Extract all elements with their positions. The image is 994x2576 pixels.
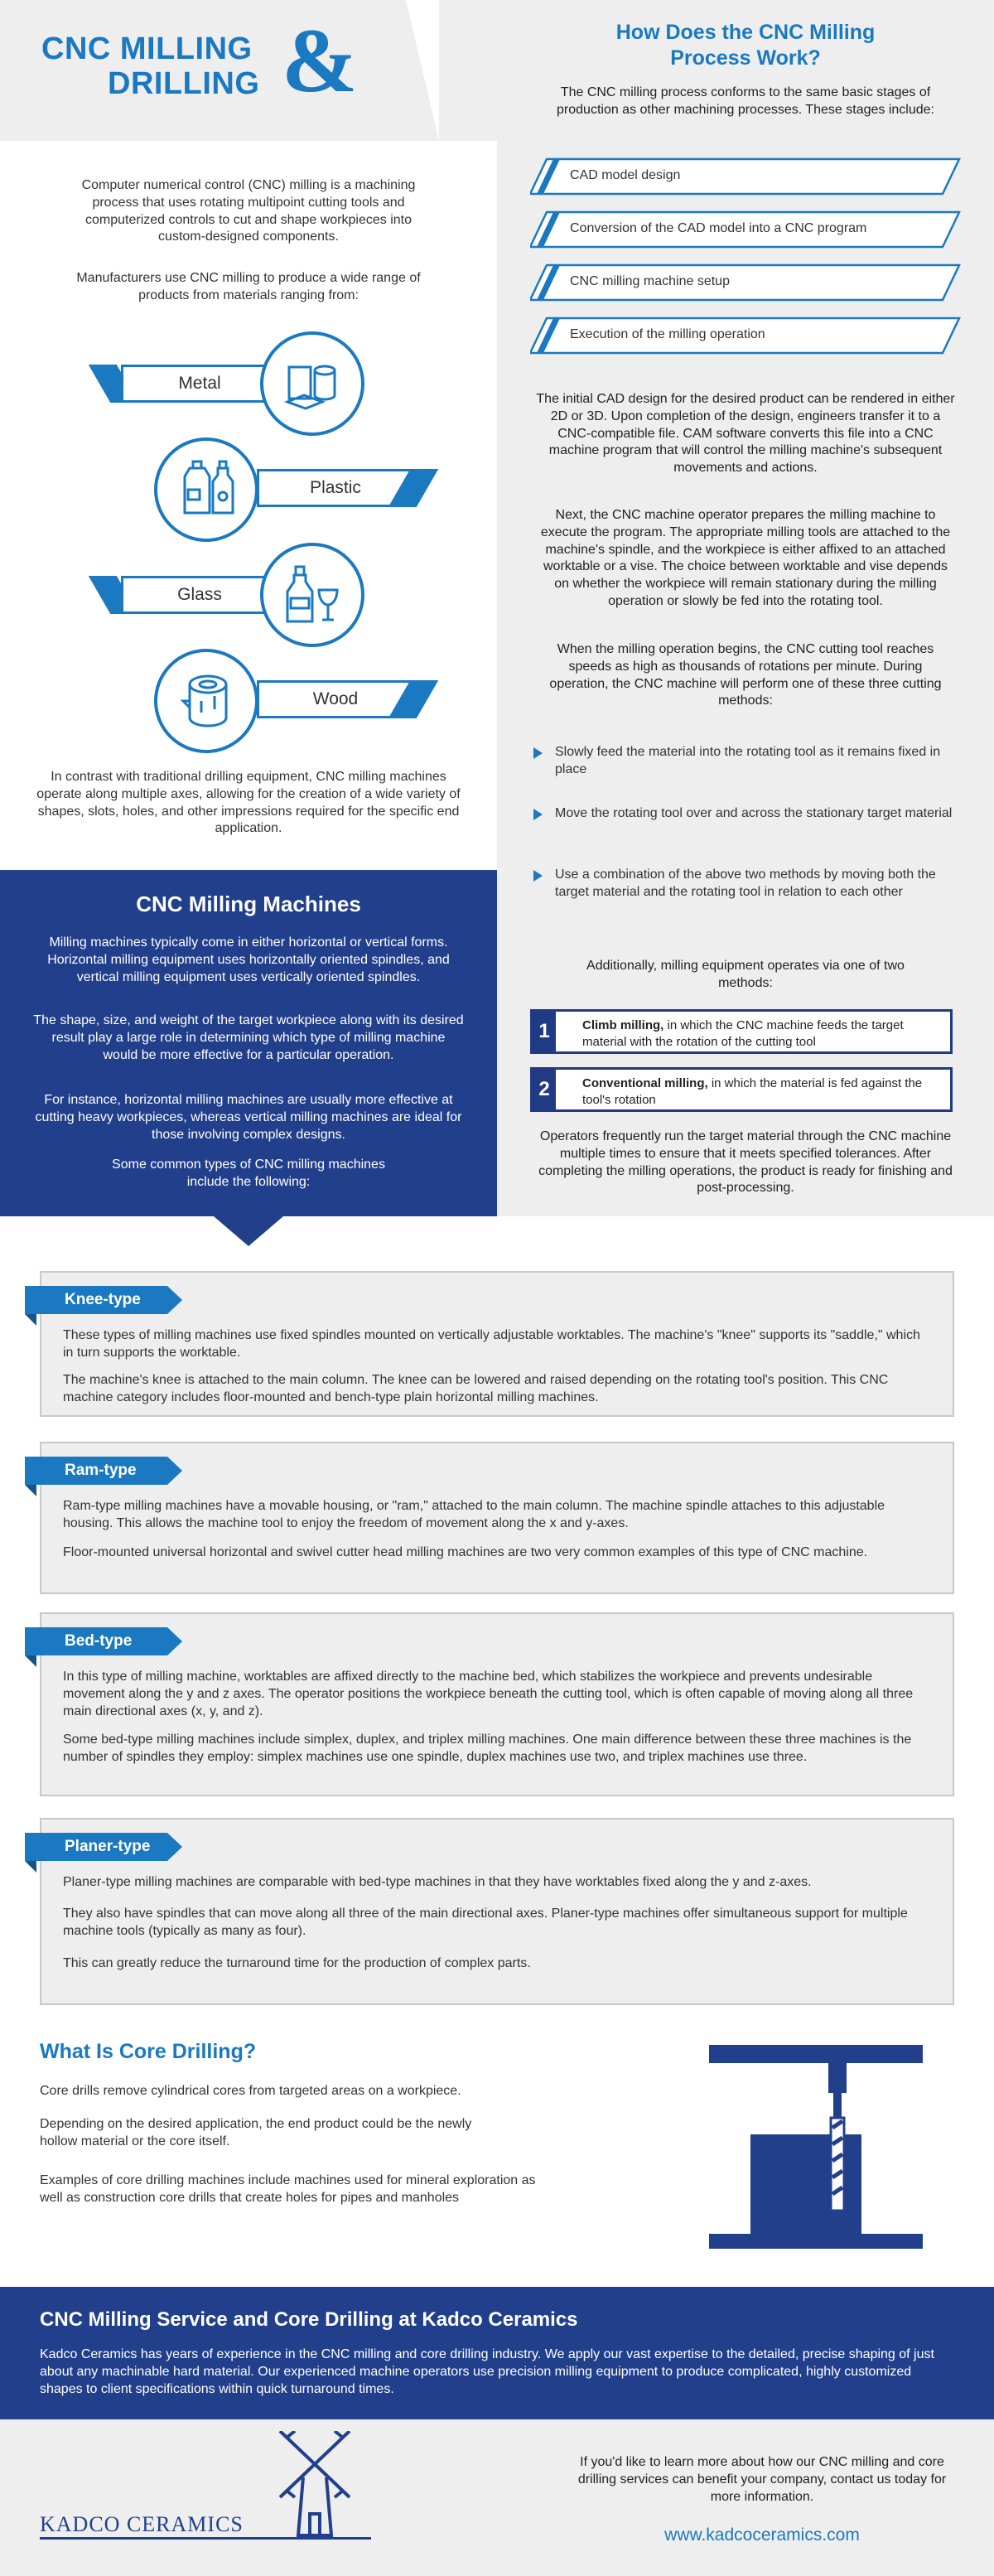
process-paragraph-1: The initial CAD design for the desired product can be rendered in either 2D or 3D. Upon completion of the design, engineers transfer it to a CNC-compatible file. CAM software converts this file into a CNC machine program that will control the milling machine's subsequent movements and actions.: [536, 392, 955, 476]
page-title-line2: DRILLING: [108, 66, 260, 101]
stage-item: [530, 317, 961, 355]
stage-label: CAD model design: [570, 168, 681, 182]
process-intro: The CNC milling process conforms to the same basic stages of production as other machining processes. These stages include:: [557, 85, 934, 117]
intro-paragraph: Computer numerical control (CNC) milling is a machining process that uses rotating multipoint cutting tools and computerized controls to cut and shape workpieces into custom-designed components.: [81, 178, 416, 244]
type-label: Ram-type: [25, 1457, 167, 1485]
type-label: Bed-type: [25, 1627, 167, 1655]
cutting-method-bullet: [530, 744, 961, 779]
material-plastic: [154, 437, 419, 545]
method-name: Conventional milling,: [582, 1076, 708, 1090]
core-paragraph-2: Depending on the desired application, the end product could be the newly hollow material or the core itself.: [40, 2117, 472, 2148]
process-heading-line1: How Does the CNC Milling: [615, 21, 876, 44]
type-paragraph: Some bed-type milling machines include simplex, duplex, and triplex milling machines. One main difference between these three machines is the number of spindles they employ: simplex machines use one spindle, duplex machines use two, and triplex machines use three.: [63, 1733, 912, 1764]
core-paragraph-3: Examples of core drilling machines include machines used for mineral exploration as well as construction core drills that create holes for pipes and manholes: [40, 2173, 536, 2205]
metal-blocks-icon: [260, 331, 364, 436]
method-text: [582, 1017, 940, 1050]
machines-paragraph-1: Milling machines typically come in either horizontal or vertical forms. Horizontal milling equipment uses horizontally oriented spindles, and vertical milling equipment uses vertically oriented spindles.: [47, 935, 450, 984]
arrow-bullet-icon: [533, 747, 543, 759]
down-arrow-icon: [214, 1216, 283, 1246]
arrow-bullet-icon: [533, 809, 543, 820]
material-glass: [99, 543, 364, 650]
stage-label: Conversion of the CAD model into a CNC program: [570, 221, 867, 235]
footer: [0, 2419, 994, 2576]
bullet-text: Use a combination of the above two methods by moving both the target material and the rotating tool in relation to each other: [555, 868, 936, 899]
glass-bottle-icon: [260, 543, 364, 647]
service-text: Kadco Ceramics has years of experience in the CNC milling and core drilling industry. We apply our vast expertise to the detailed, precise shaping of just about any machinable hard material. Our experienced machine operators use precision milling equipment to produce complicated, highly customized shapes to client specifications within quick turnaround times.: [40, 2347, 934, 2396]
core-paragraph-1: Core drills remove cylindrical cores from targeted areas on a workpiece.: [40, 2084, 461, 2098]
material-metal: [99, 331, 364, 439]
cutting-method-bullet: [530, 867, 961, 901]
stage-item: [530, 263, 961, 302]
company-logo-text: KADCO CERAMICS: [40, 2512, 371, 2540]
milling-method-1: [530, 1009, 953, 1054]
type-paragraph: Ram-type milling machines have a movable housing, or "ram," attached to the main column. The machine spindle attaches to this adjustable housing. This allows the machine tool to enjoy the freedom of movement along the x and y-axes.: [63, 1499, 885, 1530]
cutting-method-bullet: [530, 805, 961, 823]
website-link[interactable]: www.kadcoceramics.com: [664, 2525, 860, 2545]
type-paragraph: In this type of milling machine, worktables are affixed directly to the machine bed, which stabilizes the workpiece and prevents undesirable movement along the y and z axes. The operator positions the workpiece beneath the cutting tool, which is often capable of moving along all three main directional axes (x, y, and z).: [63, 1670, 914, 1718]
process-paragraph-5: Operators frequently run the target material through the CNC machine multiple times to ensure that it meets specified tolerances. After completing the milling operations, the product is ready for finishing and post-processing.: [538, 1129, 953, 1196]
material-wood: [154, 649, 419, 756]
type-paragraph: This can greatly reduce the turnaround time for the production of complex parts.: [63, 1956, 531, 1970]
method-desc: in which the material is fed against the tool's rotation: [582, 1076, 923, 1107]
machines-paragraph-3: For instance, horizontal milling machines are usually more effective at cutting heavy workpieces, whereas vertical milling machines are ideal for those involving complex designs.: [35, 1093, 462, 1142]
service-section: [0, 2287, 994, 2419]
method-text: [582, 1075, 940, 1108]
arrow-bullet-icon: [533, 870, 543, 882]
type-paragraph: They also have spindles that can move along all three of the main directional axes. Planer-type machines offer simultaneous support for multiple machine tools (typically as many as four).: [63, 1907, 908, 1938]
type-paragraph: Floor-mounted universal horizontal and swivel cutter head milling machines are two very common examples of this type of CNC machine.: [63, 1545, 868, 1559]
process-heading-line2: Process Work?: [670, 46, 821, 70]
type-label: Planer-type: [25, 1833, 167, 1861]
stage-label: Execution of the milling operation: [570, 327, 765, 341]
machines-heading: CNC Milling Machines: [136, 892, 361, 916]
method-number: 1: [533, 1012, 556, 1051]
materials-intro: Manufacturers use CNC milling to produce a wide range of products from materials ranging from:: [76, 271, 421, 302]
method-number: 2: [533, 1070, 556, 1109]
method-name: Climb milling,: [582, 1018, 664, 1032]
service-heading: CNC Milling Service and Core Drilling at Kadco Ceramics: [40, 2308, 578, 2331]
stage-item: [530, 210, 961, 249]
title-ampersand: &: [282, 10, 358, 111]
process-heading: [530, 20, 961, 72]
core-drill-icon: [704, 2037, 928, 2262]
bullet-text: Slowly feed the material into the rotating tool as it remains fixed in place: [555, 745, 941, 776]
drilling-comparison: In contrast with traditional drilling equipment, CNC milling machines operate along multiple axes, allowing for the creation of a wide variety of shapes, slots, holes, and other impressions required for the specific end application.: [36, 770, 461, 836]
core-drilling-heading: What Is Core Drilling?: [40, 2040, 257, 2063]
stage-item: [530, 157, 961, 196]
milling-machines-section: [0, 870, 497, 1216]
bullet-text: Move the rotating tool over and across the stationary target material: [555, 806, 953, 820]
material-label: Metal: [121, 365, 278, 403]
machines-paragraph-4: Some common types of CNC milling machines include the following:: [112, 1158, 385, 1189]
stage-label: CNC milling machine setup: [570, 274, 730, 288]
type-label: Knee-type: [25, 1286, 167, 1314]
type-paragraph: Planer-type milling machines are comparable with bed-type machines in that they have worktables fixed along the y and z-axes.: [63, 1875, 812, 1889]
page-title-line1: CNC MILLING: [41, 31, 253, 66]
material-label: Glass: [121, 576, 278, 614]
plastic-bottles-icon: [154, 437, 258, 542]
wood-log-icon: [154, 649, 258, 753]
type-paragraph: The machine's knee is attached to the main column. The knee can be lowered and raised depending on the rotating tool's position. This CNC machine category includes floor-mounted and bench-type plain horizontal milling machines.: [63, 1373, 889, 1404]
contact-cta: If you'd like to learn more about how our CNC milling and core drilling services can benefit your company, contact us today for more information.: [577, 2455, 947, 2504]
milling-method-2: [530, 1067, 953, 1112]
method-desc: in which the CNC machine feeds the target material with the rotation of the cutting tool: [582, 1018, 904, 1049]
material-label: Plastic: [257, 469, 414, 507]
process-paragraph-3: When the milling operation begins, the CNC cutting tool reaches speeds as high as thousands of rotations per minute. During operation, the CNC machine will perform one of these three cutting methods:: [549, 642, 942, 708]
material-label: Wood: [257, 680, 414, 718]
machines-paragraph-2: The shape, size, and weight of the target workpiece along with its desired result play a large role in determining which type of milling machine would be more effective for a particular operation.: [33, 1013, 464, 1062]
process-paragraph-2: Next, the CNC machine operator prepares the milling machine to execute the program. The appropriate milling tools are attached to the machine's spindle, and the workpiece is either affixed to an attached worktable or a vise. The choice between worktable and vise depends on whether the workpiece will remain stationary during the milling operation or slowly be fed into the rotating tool.: [540, 508, 951, 608]
type-paragraph: These types of milling machines use fixed spindles mounted on vertically adjustable worktables. The machine's "knee" supports its "saddle," which in turn supports the worktable.: [63, 1328, 920, 1360]
process-paragraph-4: Additionally, milling equipment operates via one of two methods:: [586, 959, 905, 990]
